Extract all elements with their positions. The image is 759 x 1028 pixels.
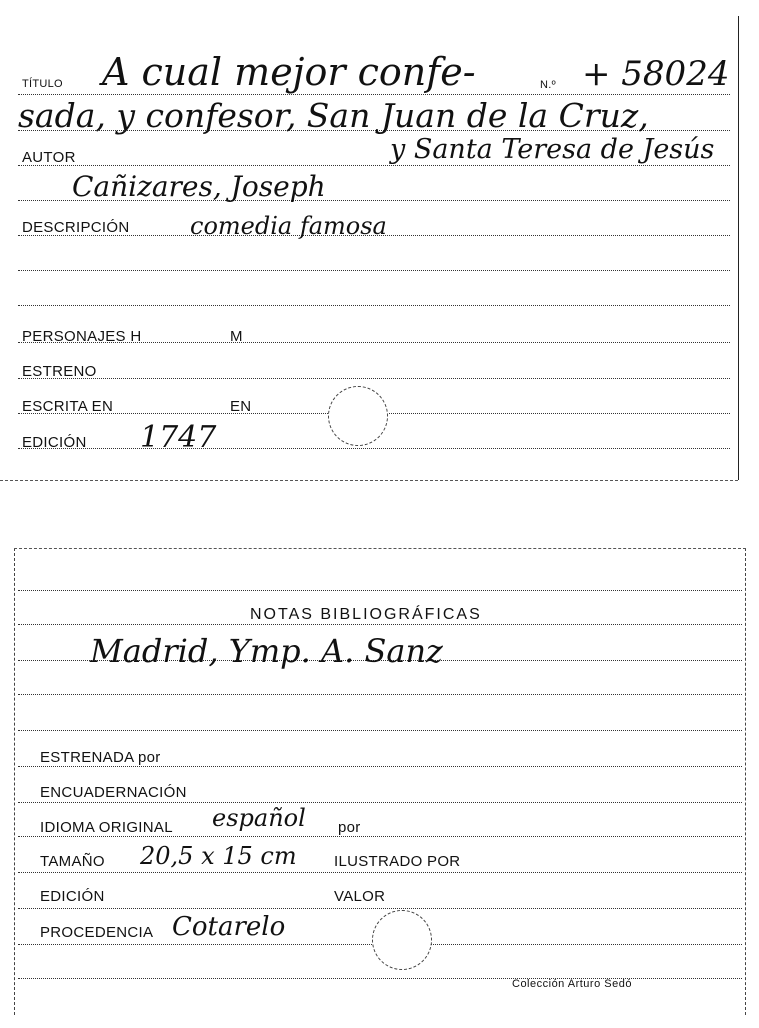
rule-line <box>18 165 730 166</box>
rule-line <box>18 305 730 306</box>
valor-label: VALOR <box>334 888 386 905</box>
autor-label: AUTOR <box>22 149 76 166</box>
notas-heading: NOTAS BIBLIOGRÁFICAS <box>250 606 482 623</box>
idioma-por-label: por <box>338 819 361 836</box>
handwritten-size: 20,5 x 15 cm <box>140 842 297 870</box>
numero-label: N.º <box>540 79 556 91</box>
rule-line <box>18 624 742 625</box>
procedencia-label: PROCEDENCIA <box>40 924 154 941</box>
en-label: EN <box>230 398 252 415</box>
estreno-label: ESTRENO <box>22 363 97 380</box>
titulo-label: TÍTULO <box>22 78 63 90</box>
escrita-en-label: ESCRITA EN <box>22 398 114 415</box>
handwritten-catalog-number: + 58024 <box>582 54 730 94</box>
punch-hole <box>372 910 432 970</box>
handwritten-description: comedia famosa <box>190 212 387 240</box>
encuadernacion-label: ENCUADERNACIÓN <box>40 784 187 801</box>
rule-line <box>0 480 738 481</box>
handwritten-provenance: Cotarelo <box>172 912 286 942</box>
rule-line <box>18 766 742 767</box>
descripcion-label: DESCRIPCIÓN <box>22 219 130 236</box>
handwritten-notes: Madrid, Ymp. A. Sanz <box>90 632 443 670</box>
estrenada-label: ESTRENADA por <box>40 749 161 766</box>
rule-line <box>18 802 742 803</box>
edicion-label: EDICIÓN <box>22 434 87 451</box>
handwritten-title-line3: y Santa Teresa de Jesús <box>390 134 715 165</box>
handwritten-language: español <box>212 804 306 832</box>
handwritten-title-line2: sada, y confesor, San Juan de la Cruz, <box>18 96 649 135</box>
punch-hole <box>328 386 388 446</box>
rule-line <box>18 378 730 379</box>
rule-line <box>18 730 742 731</box>
edicion-bottom-label: EDICIÓN <box>40 888 105 905</box>
personajes-m-label: M <box>230 328 243 345</box>
rule-line <box>18 448 730 449</box>
handwritten-title-line1: A cual mejor confe- <box>102 50 476 94</box>
idioma-label: IDIOMA ORIGINAL <box>40 819 173 836</box>
rule-line <box>18 694 742 695</box>
rule-line <box>18 270 730 271</box>
handwritten-edition-year: 1747 <box>140 420 217 455</box>
rule-line <box>18 590 742 591</box>
rule-line <box>18 836 742 837</box>
rule-line <box>18 872 742 873</box>
rule-line <box>18 94 730 95</box>
collection-credit: Colección Arturo Sedó <box>512 978 632 990</box>
rule-line <box>18 978 742 979</box>
handwritten-author: Cañizares, Joseph <box>72 170 326 203</box>
personajes-label: PERSONAJES H <box>22 328 142 345</box>
tamano-label: TAMAÑO <box>40 853 105 870</box>
ilustrado-label: ILUSTRADO POR <box>334 853 461 870</box>
rule-line <box>18 908 742 909</box>
